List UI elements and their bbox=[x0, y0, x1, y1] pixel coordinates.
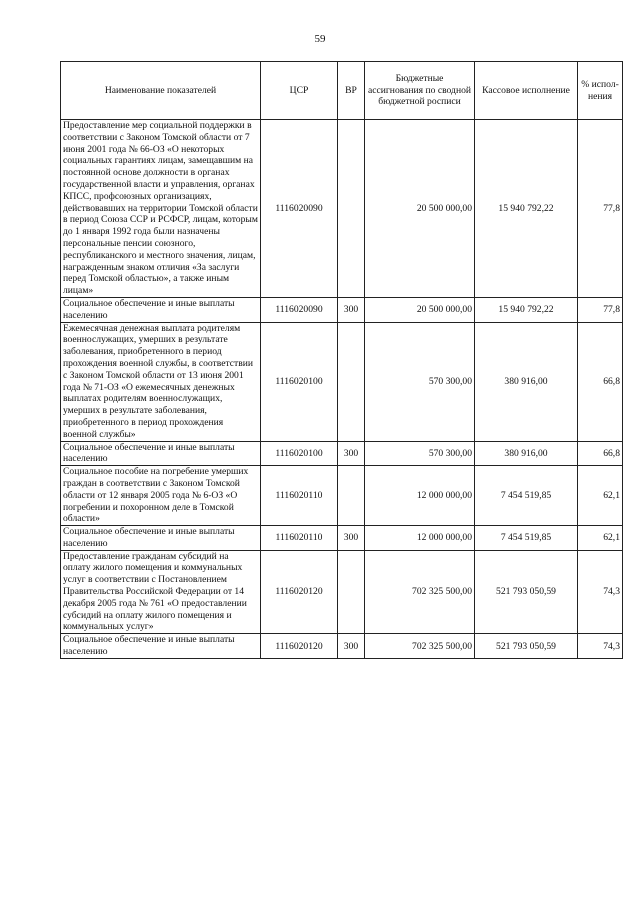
table-row bbox=[61, 120, 623, 298]
header-execution: Кассовое исполнение bbox=[475, 62, 578, 120]
cell-assign: 20 500 000,00 bbox=[365, 120, 475, 298]
cell-exec: 15 940 792,22 bbox=[475, 120, 578, 298]
header-vr: ВР bbox=[338, 62, 365, 120]
cell-vr bbox=[338, 466, 365, 526]
cell-vr: 300 bbox=[338, 441, 365, 466]
cell-assign: 570 300,00 bbox=[365, 322, 475, 441]
cell-csr: 1116020100 bbox=[261, 322, 338, 441]
cell-name: Социальное обеспечение и иные выплаты населению bbox=[61, 297, 261, 322]
cell-exec: 15 940 792,22 bbox=[475, 297, 578, 322]
cell-name: Социальное пособие на погребение умерших граждан в соответствии с Законом Томской области от 12 января 2005 года № 6-ОЗ «О погребении и похоронном деле в Томской области» bbox=[61, 466, 261, 526]
cell-name: Предоставление гражданам субсидий на оплату жилого помещения и коммунальных услуг в соответствии с Постановлением Правительства Российской Федерации от 14 декабря 2005 года № 761 «О предоставлении субсидий на оплату жилого помещения и коммунальных услуг» bbox=[61, 550, 261, 634]
cell-exec: 380 916,00 bbox=[475, 322, 578, 441]
cell-name: Социальное обеспечение и иные выплаты населению bbox=[61, 634, 261, 659]
cell-pct: 66,8 bbox=[578, 322, 623, 441]
cell-csr: 1116020110 bbox=[261, 466, 338, 526]
cell-name: Социальное обеспечение и иные выплаты населению bbox=[61, 441, 261, 466]
cell-assign: 570 300,00 bbox=[365, 441, 475, 466]
cell-csr: 1116020100 bbox=[261, 441, 338, 466]
cell-pct: 62,1 bbox=[578, 466, 623, 526]
cell-assign: 702 325 500,00 bbox=[365, 634, 475, 659]
budget-table bbox=[60, 61, 623, 659]
table-row bbox=[61, 466, 623, 526]
cell-vr bbox=[338, 120, 365, 298]
cell-pct: 74,3 bbox=[578, 634, 623, 659]
cell-assign: 12 000 000,00 bbox=[365, 466, 475, 526]
header-assignments: Бюджетные ассигнования по сводной бюджетной росписи bbox=[365, 62, 475, 120]
cell-exec: 7 454 519,85 bbox=[475, 466, 578, 526]
table-row bbox=[61, 634, 623, 659]
cell-csr: 1116020120 bbox=[261, 550, 338, 634]
table-header-row bbox=[61, 62, 623, 120]
cell-vr bbox=[338, 550, 365, 634]
cell-pct: 74,3 bbox=[578, 550, 623, 634]
table-row bbox=[61, 526, 623, 551]
cell-assign: 702 325 500,00 bbox=[365, 550, 475, 634]
cell-pct: 77,8 bbox=[578, 297, 623, 322]
header-percent: % испол-нения bbox=[578, 62, 623, 120]
table-row bbox=[61, 441, 623, 466]
cell-name: Предоставление мер социальной поддержки в соответствии с Законом Томской области от 7 июня 2001 года № 66-ОЗ «О некоторых социальных гарантиях лицам, замещавшим на постоянной основе должности в органах государственной власти и управления, органах КПСС, профсоюзных организациях, действовавших на территории Томской области в период Союза ССР и РСФСР, лицам, которым до 1 января 1992 года были назначены персональные пенсии союзного, республиканского и местного значения, лицам, награжденным знаком отличия «За заслуги перед Томской областью», а также иным лицам» bbox=[61, 120, 261, 298]
cell-vr: 300 bbox=[338, 297, 365, 322]
cell-csr: 1116020090 bbox=[261, 297, 338, 322]
table-row bbox=[61, 322, 623, 441]
table-row bbox=[61, 550, 623, 634]
cell-exec: 521 793 050,59 bbox=[475, 634, 578, 659]
cell-name: Ежемесячная денежная выплата родителям военнослужащих, умерших в результате заболевания, приобретенного в период прохождения военной службы, в соответствии с Законом Томской области от 13 июня 2001 года № 71-ОЗ «О ежемесячных денежных выплатах родителям военнослужащих, умерших в результате заболевания, приобретенного в период прохождения военной службы» bbox=[61, 322, 261, 441]
cell-exec: 7 454 519,85 bbox=[475, 526, 578, 551]
header-csr: ЦСР bbox=[261, 62, 338, 120]
cell-vr bbox=[338, 322, 365, 441]
cell-assign: 12 000 000,00 bbox=[365, 526, 475, 551]
cell-csr: 1116020110 bbox=[261, 526, 338, 551]
cell-csr: 1116020120 bbox=[261, 634, 338, 659]
cell-assign: 20 500 000,00 bbox=[365, 297, 475, 322]
page-number: 59 bbox=[314, 33, 326, 45]
header-name: Наименование показателей bbox=[61, 62, 261, 120]
cell-vr: 300 bbox=[338, 634, 365, 659]
cell-vr: 300 bbox=[338, 526, 365, 551]
cell-exec: 380 916,00 bbox=[475, 441, 578, 466]
cell-pct: 62,1 bbox=[578, 526, 623, 551]
cell-csr: 1116020090 bbox=[261, 120, 338, 298]
table-row bbox=[61, 297, 623, 322]
cell-pct: 66,8 bbox=[578, 441, 623, 466]
cell-exec: 521 793 050,59 bbox=[475, 550, 578, 634]
cell-name: Социальное обеспечение и иные выплаты населению bbox=[61, 526, 261, 551]
cell-pct: 77,8 bbox=[578, 120, 623, 298]
